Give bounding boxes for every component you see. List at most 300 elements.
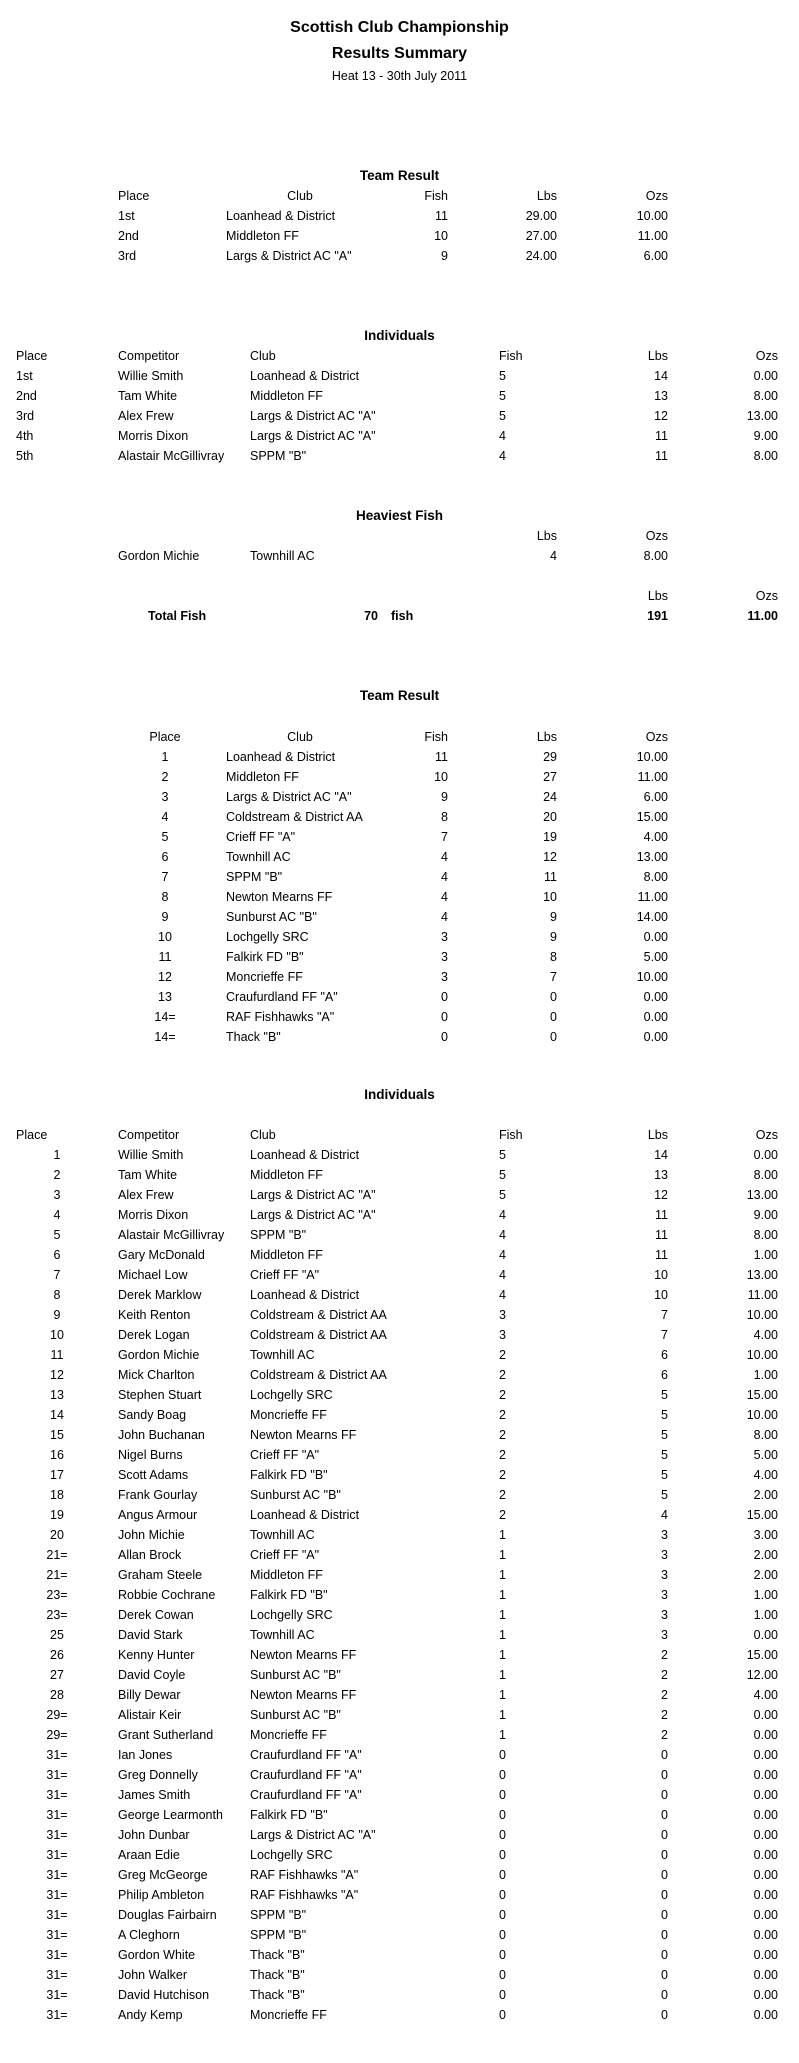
cell-fish: 0 <box>499 1948 506 1962</box>
cell-ozs: 0.00 <box>753 1808 778 1822</box>
cell-ozs: 10.00 <box>746 1348 778 1362</box>
cell-fish: 1 <box>499 1668 506 1682</box>
table-row <box>0 1929 799 1949</box>
col-header-fish: Fish <box>499 1128 523 1142</box>
cell-ozs: 11.00 <box>747 1288 778 1302</box>
cell-club: Coldstream & District AA <box>226 810 363 824</box>
cell-lbs: 2 <box>661 1728 668 1742</box>
total-fish-lbs: 191 <box>647 609 668 623</box>
col-header-lbs: Lbs <box>647 349 668 363</box>
cell-competitor: Scott Adams <box>118 1468 189 1482</box>
cell-club: Moncrieffe FF <box>250 1408 327 1422</box>
cell-place: 31= <box>46 2008 68 2022</box>
cell-place: 11 <box>158 950 172 964</box>
cell-fish: 5 <box>499 409 506 423</box>
heaviest-fish-title: Heaviest Fish <box>355 508 444 523</box>
cell-lbs: 3 <box>661 1528 668 1542</box>
table-row <box>0 791 799 811</box>
cell-club: Craufurdland FF "A" <box>250 1748 362 1762</box>
cell-ozs: 14.00 <box>636 910 668 924</box>
col-header-fish: Fish <box>499 349 523 363</box>
cell-club: Loanhead & District <box>250 1148 360 1162</box>
cell-competitor: Alistair Keir <box>118 1708 182 1722</box>
cell-fish: 0 <box>499 1808 506 1822</box>
cell-club: Largs & District AC "A" <box>250 1828 376 1842</box>
cell-competitor: Sandy Boag <box>118 1408 187 1422</box>
total-fish-header-row <box>0 590 799 610</box>
cell-lbs: 29 <box>543 750 557 764</box>
cell-club: Loanhead & District <box>226 750 336 764</box>
cell-lbs: 3 <box>661 1568 668 1582</box>
table-row <box>0 1489 799 1509</box>
cell-fish: 0 <box>499 1748 506 1762</box>
table-row <box>0 1329 799 1349</box>
cell-lbs: 24 <box>543 790 557 804</box>
cell-club: SPPM "B" <box>226 870 283 884</box>
cell-competitor: John Michie <box>118 1528 185 1542</box>
cell-lbs: 13 <box>654 389 668 403</box>
cell-club: Middleton FF <box>250 1248 323 1262</box>
cell-ozs: 11.00 <box>637 229 668 243</box>
cell-lbs: 7 <box>661 1328 668 1342</box>
table-row <box>0 1809 799 1829</box>
cell-ozs: 0.00 <box>753 1888 778 1902</box>
table-row <box>0 1989 799 2009</box>
total-fish-row <box>0 610 799 630</box>
cell-ozs: 0.00 <box>753 2008 778 2022</box>
cell-fish: 0 <box>499 2008 506 2022</box>
cell-club: Moncrieffe FF <box>250 1728 327 1742</box>
cell-fish: 2 <box>499 1388 506 1402</box>
table-row <box>0 1469 799 1489</box>
cell-competitor: Keith Renton <box>118 1308 191 1322</box>
cell-ozs: 12.00 <box>746 1668 778 1682</box>
cell-club: Loanhead & District <box>250 1508 360 1522</box>
cell-competitor: Alex Frew <box>118 1188 174 1202</box>
cell-ozs: 10.00 <box>636 970 668 984</box>
cell-place: 25 <box>50 1628 64 1642</box>
cell-fish: 5 <box>499 1188 506 1202</box>
cell-lbs: 11 <box>655 1208 668 1222</box>
cell-club: Crieff FF "A" <box>250 1268 320 1282</box>
cell-place: 1st <box>118 209 135 223</box>
cell-fish: 0 <box>499 1908 506 1922</box>
cell-place: 2 <box>161 770 169 784</box>
cell-club: Townhill AC <box>250 1348 315 1362</box>
cell-lbs: 12 <box>543 850 557 864</box>
cell-ozs: 15.00 <box>746 1388 778 1402</box>
cell-lbs: 0 <box>661 1988 668 2002</box>
cell-competitor: Stephen Stuart <box>118 1388 202 1402</box>
cell-fish: 1 <box>499 1648 506 1662</box>
cell-fish: 1 <box>499 1528 506 1542</box>
col-header-lbs: Lbs <box>536 529 557 543</box>
table-row <box>0 1269 799 1289</box>
cell-club: Falkirk FD "B" <box>250 1588 328 1602</box>
cell-competitor: Philip Ambleton <box>118 1888 205 1902</box>
cell-lbs: 5 <box>661 1428 668 1442</box>
cell-place: 29= <box>46 1728 68 1742</box>
table-row <box>0 1849 799 1869</box>
cell-place: 8 <box>161 890 169 904</box>
cell-ozs: 3.00 <box>753 1528 778 1542</box>
cell-club: Newton Mearns FF <box>250 1648 357 1662</box>
document-subtitle: Results Summary <box>331 45 468 62</box>
total-fish-label: Total Fish <box>148 609 207 623</box>
table-row <box>0 811 799 831</box>
cell-ozs: 15.00 <box>746 1648 778 1662</box>
cell-ozs: 0.00 <box>753 1148 778 1162</box>
cell-fish: 0 <box>499 1848 506 1862</box>
cell-fish: 4 <box>441 850 448 864</box>
cell-fish: 11 <box>435 209 448 223</box>
table-row <box>0 1369 799 1389</box>
table-row <box>0 971 799 991</box>
table-row <box>0 450 799 470</box>
cell-competitor: Allan Brock <box>118 1548 182 1562</box>
col-header-club: Club <box>287 730 313 744</box>
cell-club: RAF Fishhawks "A" <box>250 1868 359 1882</box>
cell-lbs: 9 <box>550 910 557 924</box>
cell-competitor: Robbie Cochrane <box>118 1588 216 1602</box>
cell-place: 4 <box>161 810 169 824</box>
cell-fish: 1 <box>499 1688 506 1702</box>
cell-ozs: 1.00 <box>753 1588 778 1602</box>
cell-ozs: 13.00 <box>746 1188 778 1202</box>
cell-competitor: Greg Donnelly <box>118 1768 198 1782</box>
cell-ozs: 0.00 <box>643 990 668 1004</box>
cell-ozs: 13.00 <box>636 850 668 864</box>
cell-place: 5th <box>16 449 34 463</box>
cell-lbs: 5 <box>661 1488 668 1502</box>
cell-club: Falkirk FD "B" <box>250 1468 328 1482</box>
cell-lbs: 5 <box>661 1448 668 1462</box>
cell-ozs: 0.00 <box>753 1708 778 1722</box>
col-header-ozs: Ozs <box>755 349 778 363</box>
cell-club: Coldstream & District AA <box>250 1308 387 1322</box>
cell-place: 14= <box>154 1030 176 1044</box>
cell-club: Moncrieffe FF <box>226 970 303 984</box>
cell-fish: 4 <box>499 1248 506 1262</box>
cell-competitor: John Dunbar <box>118 1828 190 1842</box>
cell-lbs: 0 <box>661 1948 668 1962</box>
cell-fish: 0 <box>499 1868 506 1882</box>
cell-competitor: Alex Frew <box>118 409 174 423</box>
cell-club: Coldstream & District AA <box>250 1328 387 1342</box>
cell-lbs: 11 <box>655 449 668 463</box>
cell-competitor: Mick Charlton <box>118 1368 195 1382</box>
cell-competitor: James Smith <box>118 1788 191 1802</box>
cell-club: Craufurdland FF "A" <box>226 990 338 1004</box>
col-header-ozs: Ozs <box>755 1128 778 1142</box>
cell-lbs: 0 <box>661 1828 668 1842</box>
cell-club: Loanhead & District <box>250 1288 360 1302</box>
cell-ozs: 0.00 <box>753 1988 778 2002</box>
cell-club: Largs & District AC "A" <box>250 1208 376 1222</box>
cell-fish: 2 <box>499 1428 506 1442</box>
cell-ozs: 1.00 <box>753 1248 778 1262</box>
cell-competitor: Gordon White <box>118 1948 196 1962</box>
cell-competitor: Gordon Michie <box>118 1348 200 1362</box>
cell-lbs: 19 <box>543 830 557 844</box>
cell-club: Middleton FF <box>250 389 323 403</box>
cell-club: Townhill AC <box>250 1528 315 1542</box>
table-row <box>0 1349 799 1369</box>
col-header-ozs: Ozs <box>755 589 778 603</box>
cell-ozs: 11.00 <box>637 890 668 904</box>
cell-club: Crieff FF "A" <box>226 830 296 844</box>
individuals-full-title: Individuals <box>364 1087 435 1102</box>
cell-club: Newton Mearns FF <box>250 1428 357 1442</box>
cell-club: Thack "B" <box>250 1948 305 1962</box>
cell-place: 1 <box>161 750 169 764</box>
cell-lbs: 3 <box>661 1628 668 1642</box>
cell-fish: 5 <box>499 1148 506 1162</box>
table-row <box>0 1229 799 1249</box>
cell-ozs: 6.00 <box>643 249 668 263</box>
cell-fish: 1 <box>499 1708 506 1722</box>
table-header-row <box>0 350 799 370</box>
cell-ozs: 0.00 <box>643 930 668 944</box>
col-header-lbs: Lbs <box>536 730 557 744</box>
cell-lbs: 11 <box>655 1248 668 1262</box>
cell-ozs: 0.00 <box>753 1948 778 1962</box>
cell-club: Newton Mearns FF <box>250 1688 357 1702</box>
cell-lbs: 0 <box>661 1908 668 1922</box>
cell-ozs: 13.00 <box>746 1268 778 1282</box>
cell-place: 7 <box>161 870 169 884</box>
cell-fish: 4 <box>499 1288 506 1302</box>
cell-lbs: 0 <box>661 1848 668 1862</box>
cell-place: 12 <box>158 970 172 984</box>
cell-club: Falkirk FD "B" <box>226 950 304 964</box>
table-row <box>0 1709 799 1729</box>
table-row <box>0 1969 799 1989</box>
cell-fish: 2 <box>499 1348 506 1362</box>
table-row <box>0 1169 799 1189</box>
table-row <box>0 210 799 230</box>
table-row <box>0 1889 799 1909</box>
cell-place: 16 <box>50 1448 64 1462</box>
cell-lbs: 0 <box>661 1768 668 1782</box>
cell-ozs: 0.00 <box>753 1968 778 1982</box>
cell-club: Largs & District AC "A" <box>226 790 352 804</box>
cell-lbs: 9 <box>550 930 557 944</box>
cell-club: Sunburst AC "B" <box>250 1488 341 1502</box>
cell-lbs: 0 <box>661 1748 668 1762</box>
table-row <box>0 1189 799 1209</box>
cell-club: Thack "B" <box>250 1988 305 2002</box>
cell-place: 31= <box>46 1828 68 1842</box>
cell-lbs: 0 <box>661 1928 668 1942</box>
cell-fish: 3 <box>499 1308 506 1322</box>
cell-lbs: 0 <box>661 1888 668 1902</box>
cell-ozs: 1.00 <box>753 1608 778 1622</box>
cell-place: 15 <box>50 1428 64 1442</box>
cell-fish: 10 <box>434 770 448 784</box>
cell-place: 26 <box>50 1648 64 1662</box>
cell-club: Townhill AC <box>226 850 291 864</box>
cell-lbs: 14 <box>654 369 668 383</box>
cell-competitor: Alastair McGillivray <box>118 1228 225 1242</box>
cell-lbs: 0 <box>661 2008 668 2022</box>
cell-ozs: 10.00 <box>746 1308 778 1322</box>
cell-club: RAF Fishhawks "A" <box>226 1010 335 1024</box>
cell-club: SPPM "B" <box>250 449 307 463</box>
cell-place: 28 <box>50 1688 64 1702</box>
cell-club: Thack "B" <box>250 1968 305 1982</box>
cell-lbs: 0 <box>550 1010 557 1024</box>
cell-fish: 4 <box>499 1228 506 1242</box>
cell-lbs: 3 <box>661 1588 668 1602</box>
table-row <box>0 871 799 891</box>
table-row <box>0 1389 799 1409</box>
cell-competitor: Derek Logan <box>118 1328 190 1342</box>
table-header-row <box>0 731 799 751</box>
cell-club: Lochgelly SRC <box>250 1848 333 1862</box>
cell-fish: 0 <box>499 1788 506 1802</box>
cell-lbs: 3 <box>661 1608 668 1622</box>
cell-place: 2 <box>53 1168 61 1182</box>
cell-competitor: David Coyle <box>118 1668 186 1682</box>
cell-ozs: 4.00 <box>753 1468 778 1482</box>
cell-lbs: 24.00 <box>525 249 557 263</box>
cell-competitor: Douglas Fairbairn <box>118 1908 217 1922</box>
cell-club: RAF Fishhawks "A" <box>250 1888 359 1902</box>
cell-fish: 10 <box>434 229 448 243</box>
cell-lbs: 0 <box>661 1808 668 1822</box>
col-header-competitor: Competitor <box>118 349 180 363</box>
cell-ozs: 15.00 <box>746 1508 778 1522</box>
cell-competitor: Andy Kemp <box>118 2008 183 2022</box>
cell-lbs: 4 <box>661 1508 668 1522</box>
col-header-fish: Fish <box>424 730 448 744</box>
cell-lbs: 12 <box>654 1188 668 1202</box>
cell-fish: 9 <box>441 790 448 804</box>
cell-competitor: Morris Dixon <box>118 429 189 443</box>
cell-place: 31= <box>46 1788 68 1802</box>
cell-lbs: 5 <box>661 1468 668 1482</box>
cell-competitor: Grant Sutherland <box>118 1728 214 1742</box>
cell-club: Largs & District AC "A" <box>250 429 376 443</box>
table-row <box>0 951 799 971</box>
cell-competitor: Willie Smith <box>118 1148 184 1162</box>
cell-place: 20 <box>50 1528 64 1542</box>
cell-club: Middleton FF <box>250 1568 323 1582</box>
cell-lbs: 6 <box>661 1368 668 1382</box>
cell-club: Crieff FF "A" <box>250 1448 320 1462</box>
heaviest-fish-competitor: Gordon Michie <box>118 549 200 563</box>
cell-fish: 0 <box>441 1030 448 1044</box>
cell-competitor: Willie Smith <box>118 369 184 383</box>
cell-competitor: Greg McGeorge <box>118 1868 208 1882</box>
table-row <box>0 1769 799 1789</box>
table-row <box>0 1949 799 1969</box>
cell-competitor: A Cleghorn <box>118 1928 180 1942</box>
cell-ozs: 0.00 <box>643 1030 668 1044</box>
cell-ozs: 10.00 <box>746 1408 778 1422</box>
cell-ozs: 0.00 <box>753 1928 778 1942</box>
cell-competitor: John Walker <box>118 1968 188 1982</box>
table-row <box>0 1549 799 1569</box>
cell-place: 17 <box>50 1468 64 1482</box>
cell-place: 31= <box>46 1808 68 1822</box>
cell-club: SPPM "B" <box>250 1228 307 1242</box>
cell-ozs: 10.00 <box>636 750 668 764</box>
cell-competitor: John Buchanan <box>118 1428 205 1442</box>
cell-lbs: 10 <box>543 890 557 904</box>
cell-place: 3rd <box>118 249 137 263</box>
cell-competitor: Araan Edie <box>118 1848 180 1862</box>
cell-place: 13 <box>158 990 172 1004</box>
cell-fish: 9 <box>441 249 448 263</box>
cell-lbs: 5 <box>661 1408 668 1422</box>
col-header-competitor: Competitor <box>118 1128 180 1142</box>
cell-fish: 1 <box>499 1548 506 1562</box>
cell-place: 23= <box>46 1588 68 1602</box>
cell-place: 19 <box>50 1508 64 1522</box>
cell-ozs: 4.00 <box>643 830 668 844</box>
col-header-lbs: Lbs <box>647 1128 668 1142</box>
cell-fish: 5 <box>499 389 506 403</box>
cell-ozs: 8.00 <box>643 870 668 884</box>
cell-place: 4 <box>53 1208 61 1222</box>
cell-lbs: 8 <box>550 950 557 964</box>
cell-competitor: Derek Marklow <box>118 1288 202 1302</box>
cell-lbs: 0 <box>661 1868 668 1882</box>
col-header-place: Place <box>16 349 48 363</box>
cell-fish: 0 <box>499 1768 506 1782</box>
col-header-club: Club <box>250 349 276 363</box>
cell-place: 21= <box>46 1568 68 1582</box>
cell-place: 31= <box>46 1868 68 1882</box>
cell-ozs: 9.00 <box>753 1208 778 1222</box>
cell-ozs: 0.00 <box>643 1010 668 1024</box>
cell-fish: 0 <box>441 990 448 1004</box>
cell-fish: 2 <box>499 1508 506 1522</box>
table-row <box>0 751 799 771</box>
table-row <box>0 230 799 250</box>
cell-ozs: 9.00 <box>753 429 778 443</box>
cell-lbs: 0 <box>661 1788 668 1802</box>
cell-place: 8 <box>53 1288 61 1302</box>
cell-place: 9 <box>53 1308 61 1322</box>
cell-fish: 0 <box>499 1988 506 2002</box>
cell-fish: 3 <box>441 950 448 964</box>
cell-competitor: Gary McDonald <box>118 1248 205 1262</box>
cell-lbs: 13 <box>654 1168 668 1182</box>
cell-place: 29= <box>46 1708 68 1722</box>
cell-ozs: 8.00 <box>753 449 778 463</box>
cell-lbs: 7 <box>550 970 557 984</box>
heaviest-fish-row <box>0 550 799 570</box>
table-row <box>0 1569 799 1589</box>
cell-fish: 0 <box>499 1888 506 1902</box>
table-row <box>0 1689 799 1709</box>
col-header-place: Place <box>118 189 150 203</box>
cell-fish: 5 <box>499 369 506 383</box>
table-row <box>0 1031 799 1051</box>
table-row <box>0 1729 799 1749</box>
cell-place: 21= <box>46 1548 68 1562</box>
heaviest-fish-lbs: 4 <box>550 549 557 563</box>
table-row <box>0 1629 799 1649</box>
cell-club: Lochgelly SRC <box>250 1388 333 1402</box>
col-header-club: Club <box>250 1128 276 1142</box>
cell-lbs: 27 <box>543 770 557 784</box>
col-header-ozs: Ozs <box>645 730 668 744</box>
cell-ozs: 5.00 <box>643 950 668 964</box>
